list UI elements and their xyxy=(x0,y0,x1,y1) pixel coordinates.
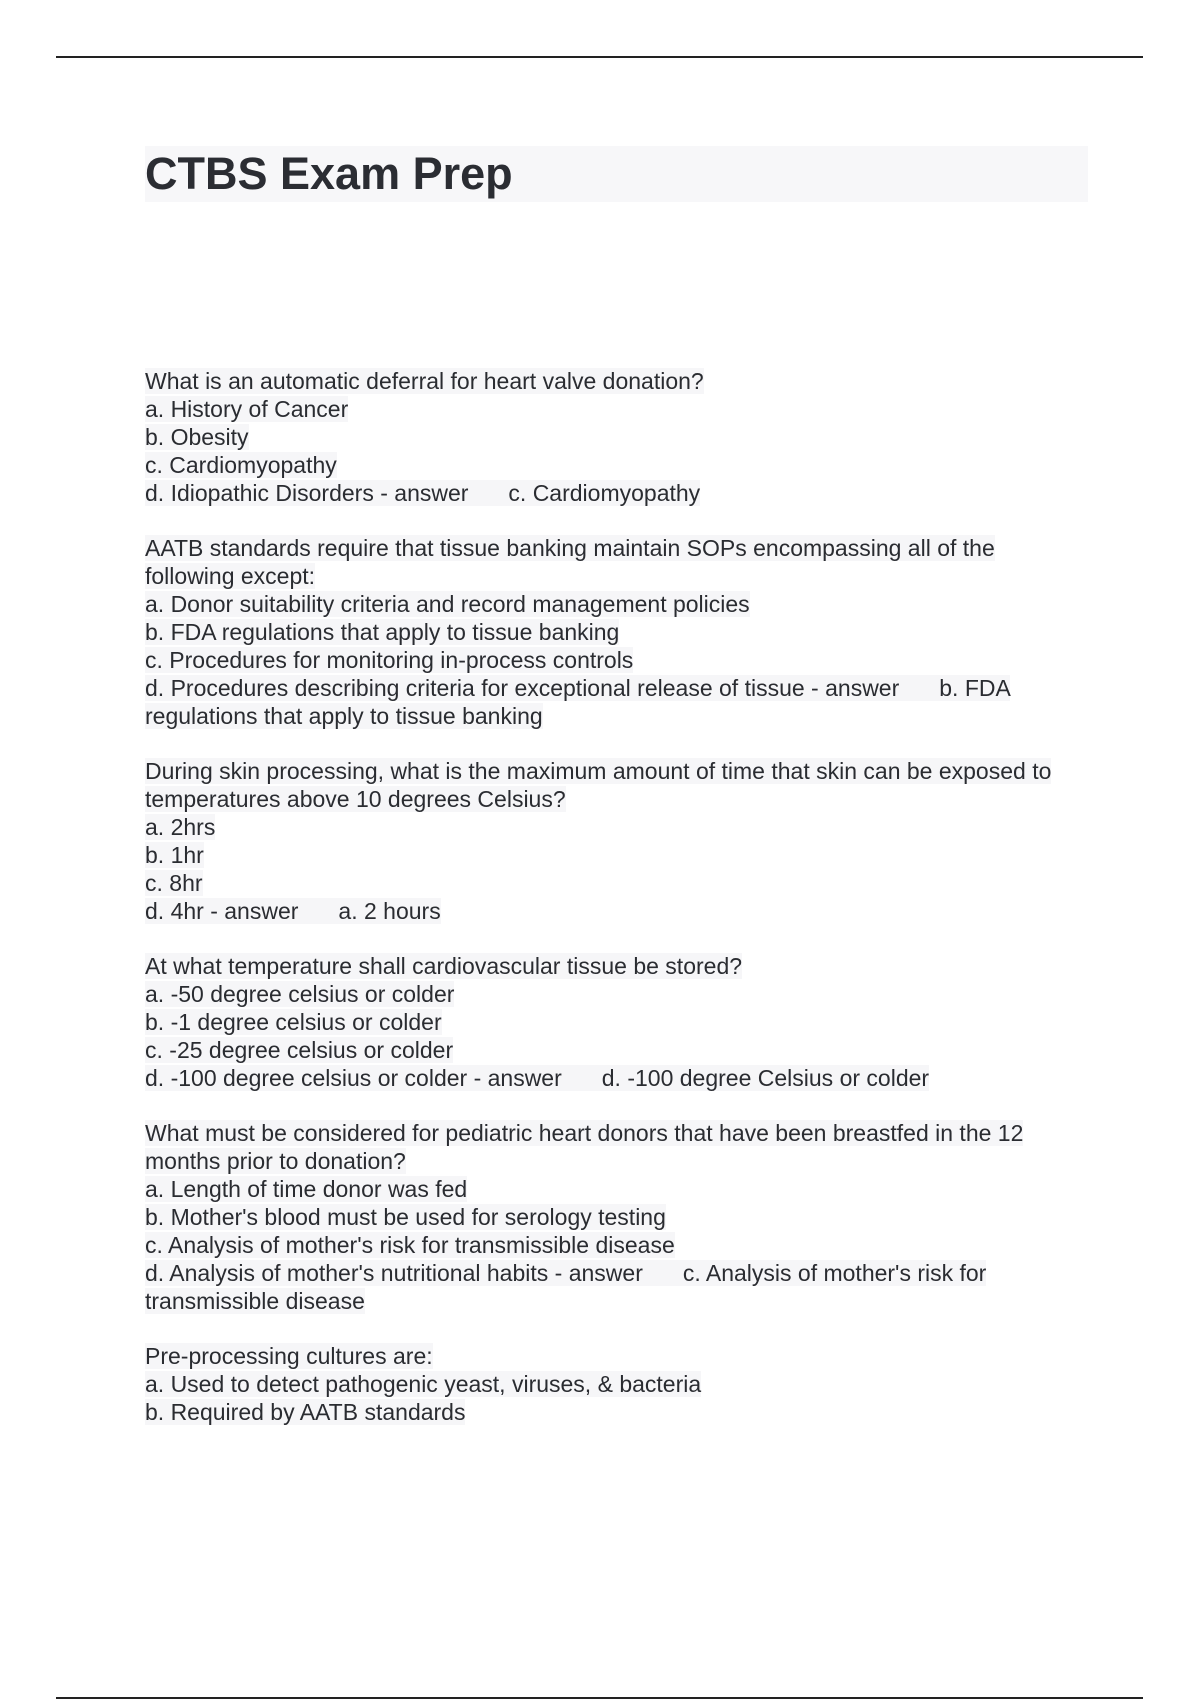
answer-text: a. 2 hours xyxy=(338,898,441,924)
question-text: During skin processing, what is the maximum amount of time that skin can be exposed to temperatures above 10 degrees Celsius? xyxy=(145,758,1052,812)
option-b: b. Obesity xyxy=(145,424,249,450)
option-d: d. 4hr - answer xyxy=(145,898,299,924)
option-a: a. Length of time donor was fed xyxy=(145,1176,468,1202)
question-text: AATB standards require that tissue banking maintain SOPs encompassing all of the following except: xyxy=(145,535,995,589)
option-a: a. History of Cancer xyxy=(145,396,349,422)
option-a: a. Used to detect pathogenic yeast, viruses, & bacteria xyxy=(145,1371,702,1397)
option-d: d. -100 degree celsius or colder - answer xyxy=(145,1065,562,1091)
option-d: d. Analysis of mother's nutritional habits - answer xyxy=(145,1260,643,1286)
question-block xyxy=(145,757,1090,925)
option-c: c. Analysis of mother's risk for transmissible disease xyxy=(145,1232,675,1258)
option-c: c. Procedures for monitoring in-process controls xyxy=(145,647,634,673)
option-b: b. 1hr xyxy=(145,842,204,868)
answer-text: c. Analysis of mother's risk for transmissible disease xyxy=(145,1260,987,1314)
option-a: a. Donor suitability criteria and record management policies xyxy=(145,591,750,617)
option-c: c. -25 degree celsius or colder xyxy=(145,1037,454,1063)
option-a: a. 2hrs xyxy=(145,814,216,840)
option-d: d. Idiopathic Disorders - answer xyxy=(145,480,469,506)
question-block xyxy=(145,952,1090,1092)
answer-text: c. Cardiomyopathy xyxy=(508,480,701,506)
option-b: b. FDA regulations that apply to tissue banking xyxy=(145,619,620,645)
question-text: At what temperature shall cardiovascular tissue be stored? xyxy=(145,953,743,979)
option-d-with-answer xyxy=(145,1064,1090,1092)
option-d-with-answer xyxy=(145,674,1090,730)
question-text: What must be considered for pediatric heart donors that have been breastfed in the 12 months prior to donation? xyxy=(145,1120,1024,1174)
top-rule xyxy=(56,56,1143,58)
question-text: Pre-processing cultures are: xyxy=(145,1343,433,1369)
option-b: b. Mother's blood must be used for serology testing xyxy=(145,1204,666,1230)
option-d: d. Procedures describing criteria for exceptional release of tissue - answer xyxy=(145,675,900,701)
question-block xyxy=(145,534,1090,730)
page-title: CTBS Exam Prep xyxy=(145,148,513,199)
option-d-with-answer xyxy=(145,479,1090,507)
option-d-with-answer xyxy=(145,1259,1090,1315)
bottom-rule xyxy=(56,1697,1143,1699)
question-block xyxy=(145,1342,1090,1426)
question-text: What is an automatic deferral for heart valve donation? xyxy=(145,368,704,394)
option-b: b. Required by AATB standards xyxy=(145,1399,466,1425)
answer-text: b. FDA regulations that apply to tissue banking xyxy=(145,675,1010,729)
option-c: c. Cardiomyopathy xyxy=(145,452,337,478)
question-block xyxy=(145,1119,1090,1315)
option-a: a. -50 degree celsius or colder xyxy=(145,981,455,1007)
option-b: b. -1 degree celsius or colder xyxy=(145,1009,442,1035)
question-list xyxy=(145,367,1090,1453)
option-c: c. 8hr xyxy=(145,870,203,896)
answer-text: d. -100 degree Celsius or colder xyxy=(601,1065,930,1091)
question-block xyxy=(145,367,1090,507)
option-d-with-answer xyxy=(145,897,1090,925)
